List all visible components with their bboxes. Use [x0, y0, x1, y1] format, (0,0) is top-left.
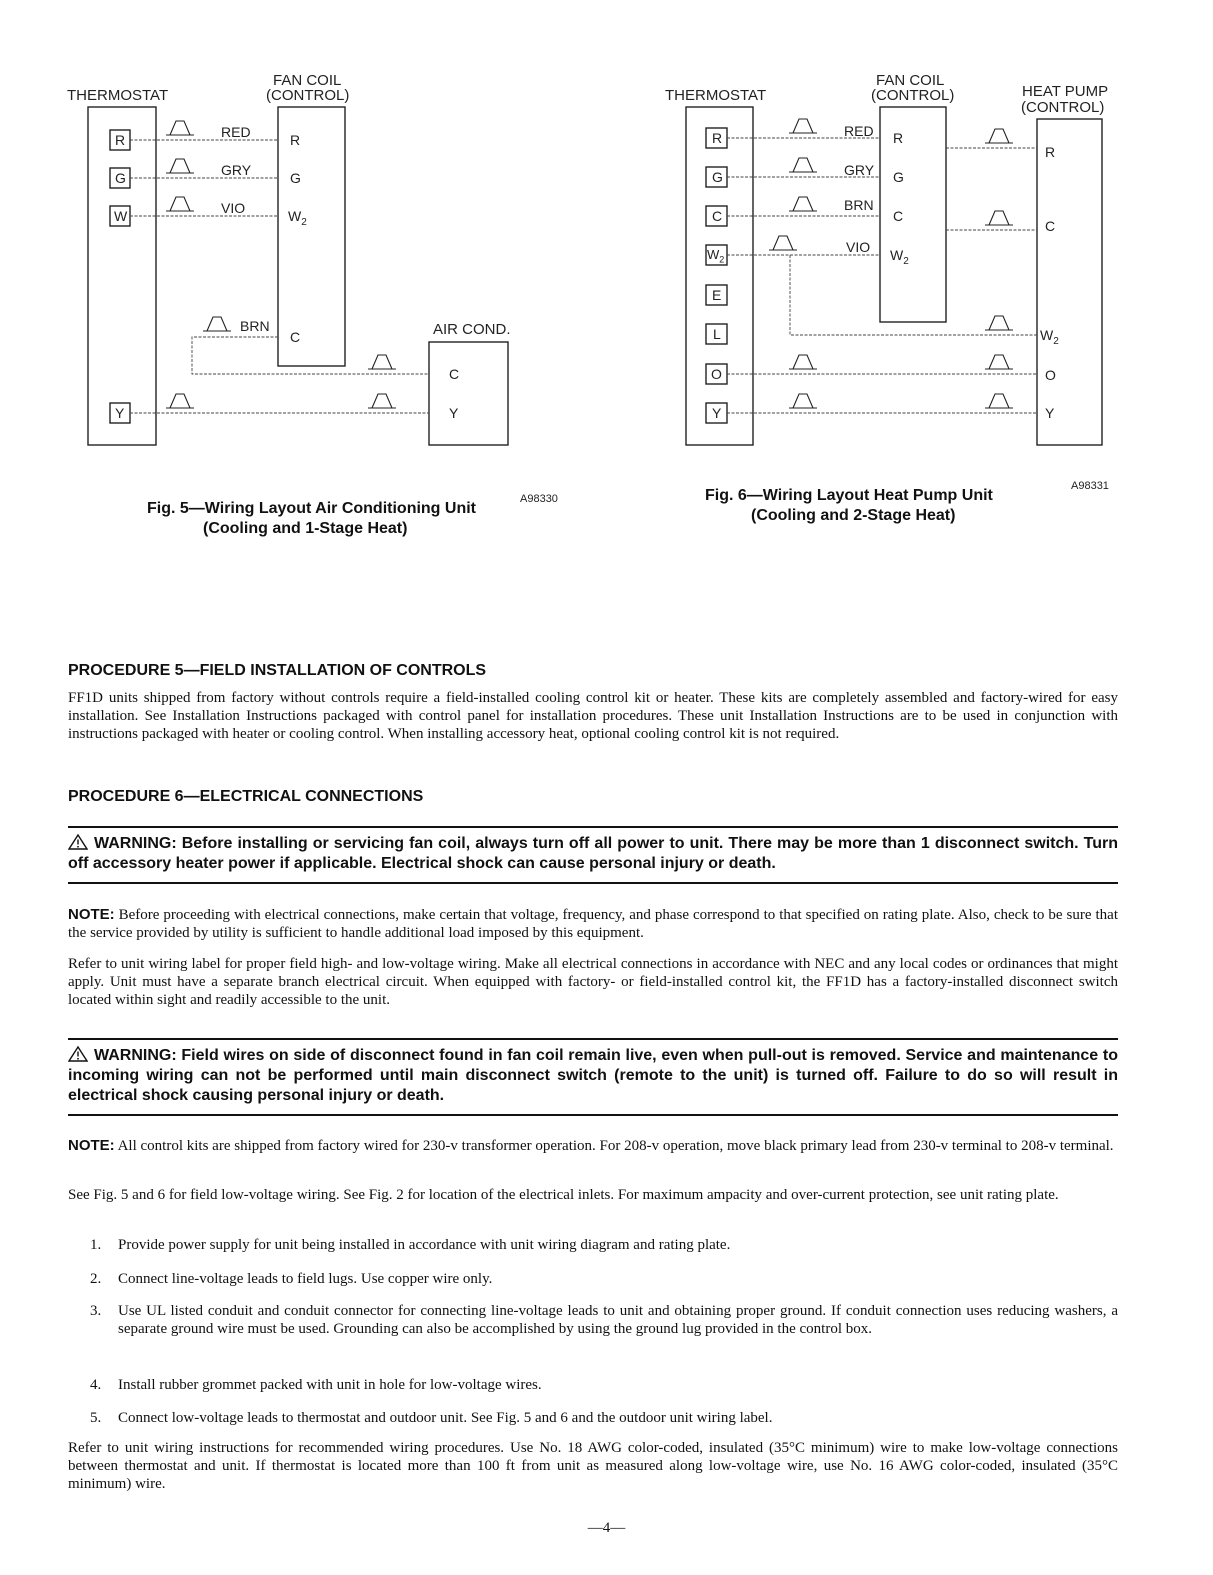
note-1-text: Before proceeding with electrical connections, make certain that voltage, frequency, and phase correspond to that specified on rating plate. Also, check to be sure that the service provided by utility is sufficient to handle additional load imposed by this equipment. — [68, 907, 1118, 941]
fig5-air-cond-label: AIR COND. — [433, 321, 511, 338]
fig6-thermostat-w2: $W_2$ — [707, 247, 725, 265]
warning-triangle-icon — [68, 1046, 88, 1062]
fig5-thermostat-y: Y — [115, 405, 125, 421]
paragraph-wiring-label: Refer to unit wiring label for proper field high- and low-voltage wiring. Make all electrical connections in accordance with NEC and any local codes or ordinances that might apply. Unit must have a separate branch electrical circuit. When equipped with factory- or field-installed control kit, the FF1D has a factory-installed disconnect switch located within sight and readily accessible to the unit. — [68, 956, 1118, 1008]
note-1 — [68, 906, 1118, 942]
note-2 — [68, 1137, 1118, 1155]
fig5-caption-sub: (Cooling and 1-Stage Heat) — [203, 520, 408, 537]
fig6-heat-pump-label: HEAT PUMP — [1022, 83, 1109, 100]
note-2-label: NOTE: — [68, 1137, 115, 1154]
warning-triangle-icon — [68, 834, 88, 850]
list-item: 4. Install rubber grommet packed with unit in hole for low-voltage wires. — [90, 1377, 542, 1393]
fig5-fancoil-c: C — [290, 329, 301, 345]
fig5-aircond-c: C — [449, 366, 460, 382]
fig5-id: A98330 — [520, 493, 558, 505]
procedure-5-heading: PROCEDURE 5—FIELD INSTALLATION OF CONTROLS — [68, 662, 487, 679]
fig6-id: A98331 — [1071, 480, 1109, 492]
fig6-fan-coil-control-label: (CONTROL) — [871, 87, 955, 104]
fig6-wire-vio: VIO — [846, 239, 871, 255]
fig6-fancoil-r: R — [893, 130, 904, 146]
procedure-5-body: FF1D units shipped from factory without controls require a field-installed cooling control kit or heater. These kits are completely assembled and factory-wired for easy installation. See Installation Instructions packaged with control panel for installation procedures. These unit Installation Instructions are to be used in conjunction with instructions packaged with heater or cooling control. When installing accessory heat, optional cooling control kit is not required. — [68, 690, 1118, 742]
fig6-fancoil-c: C — [893, 208, 904, 224]
fig5-wire-red: RED — [221, 124, 251, 140]
fig5-caption: Fig. 5—Wiring Layout Air Conditioning Unit — [147, 500, 476, 517]
fig5-fan-coil-control-label: (CONTROL) — [266, 87, 350, 104]
fig5-fan-coil-label: FAN COIL — [273, 72, 342, 89]
fig6-fancoil-w2: $W_2$ — [890, 247, 909, 267]
fig5-fancoil-r: R — [290, 132, 301, 148]
list-item: 2. Connect line-voltage leads to field lugs. Use copper wire only. — [90, 1271, 493, 1287]
list-item: 1. Provide power supply for unit being installed in accordance with unit wiring diagram and rating plate. — [90, 1237, 731, 1253]
fig6-heatpump-o: O — [1045, 367, 1056, 383]
paragraph-see-fig: See Fig. 5 and 6 for field low-voltage wiring. See Fig. 2 for location of the electrical inlets. For maximum ampacity and over-current protection, see unit rating plate. — [68, 1187, 1059, 1203]
note-2-text: All control kits are shipped from factory wired for 230-v transformer operation. For 208-v operation, move black primary lead from 230-v terminal to 208-v terminal. — [114, 1138, 1114, 1154]
fig6-heatpump-r: R — [1045, 144, 1056, 160]
fig5-wiring-lines — [0, 0, 600, 470]
fig6-wiring-lines — [600, 0, 1213, 470]
fig5-fancoil-w2: $W_2$ — [288, 208, 307, 228]
fig6-heatpump-c: C — [1045, 218, 1056, 234]
fig6-wire-gry: GRY — [844, 162, 875, 178]
procedure-6-heading: PROCEDURE 6—ELECTRICAL CONNECTIONS — [68, 788, 424, 805]
fig5-thermostat-g: G — [115, 170, 126, 186]
fig6-thermostat-y: Y — [712, 405, 722, 421]
fig5-wire-vio: VIO — [221, 200, 246, 216]
fig6-wire-red: RED — [844, 123, 874, 139]
fig6-heatpump-y: Y — [1045, 405, 1055, 421]
fig5-thermostat-w: W — [114, 208, 128, 224]
fig6-thermostat-r: R — [712, 130, 723, 146]
fig6-thermostat-label: THERMOSTAT — [665, 87, 767, 104]
fig6-thermostat-g: G — [712, 169, 723, 185]
fig5-wire-brn: BRN — [240, 318, 270, 334]
fig5-fancoil-g: G — [290, 170, 301, 186]
warning-box-1 — [68, 826, 1118, 884]
fig5-wire-gry: GRY — [221, 162, 252, 178]
fig6-heat-pump-control-label: (CONTROL) — [1021, 99, 1105, 116]
list-item: 3. Use UL listed conduit and conduit connector for connecting line-voltage leads to unit and obtaining proper ground. If conduit connection uses reducing washers, a separate ground wire must be used. Grounding can also be accomplished by using the ground lug provided in the control box. — [90, 1303, 1118, 1337]
fig5-thermostat-label: THERMOSTAT — [67, 87, 169, 104]
note-1-label: NOTE: — [68, 906, 115, 923]
fig6-thermostat-e: E — [712, 287, 722, 303]
fig6-thermostat-l: L — [713, 326, 721, 342]
warning-1-text: WARNING: Before installing or servicing fan coil, always turn off all power to unit. There may be more than 1 disconnect switch. Turn off accessory heater power if applicable. Electrical shock can cause personal injury or death. — [68, 835, 1118, 872]
list-item: 5. Connect low-voltage leads to thermostat and outdoor unit. See Fig. 5 and 6 and the outdoor unit wiring label. — [90, 1410, 773, 1426]
fig6-thermostat-c: C — [712, 208, 723, 224]
fig6-fan-coil-label: FAN COIL — [876, 72, 945, 89]
fig6-caption-sub: (Cooling and 2-Stage Heat) — [751, 507, 956, 524]
fig6-heatpump-w2: $W_2$ — [1040, 327, 1059, 347]
fig6-fancoil-g: G — [893, 169, 904, 185]
fig6-caption: Fig. 6—Wiring Layout Heat Pump Unit — [705, 487, 993, 504]
fig5-aircond-y: Y — [449, 405, 459, 421]
warning-box-2 — [68, 1038, 1118, 1116]
fig6-wire-brn: BRN — [844, 197, 874, 213]
page-number: —4— — [587, 1520, 626, 1536]
fig6-thermostat-o: O — [711, 366, 722, 382]
warning-2-text: WARNING: Field wires on side of disconnect found in fan coil remain live, even when pull-out is removed. Service and maintenance to incoming wiring can not be performed until main disconnect switch (remote to the unit) is turned off. Failure to do so will result in electrical shock causing personal injury or death. — [68, 1047, 1118, 1104]
paragraph-awg-wire: Refer to unit wiring instructions for recommended wiring procedures. Use No. 18 AWG color-coded, insulated (35°C minimum) wire to make low-voltage connections between thermostat and unit. If thermostat is located more than 100 ft from unit as measured along low-voltage wire, use No. 16 AWG color-coded, insulated (35°C minimum) wire. — [68, 1440, 1118, 1492]
fig5-thermostat-r: R — [115, 132, 126, 148]
